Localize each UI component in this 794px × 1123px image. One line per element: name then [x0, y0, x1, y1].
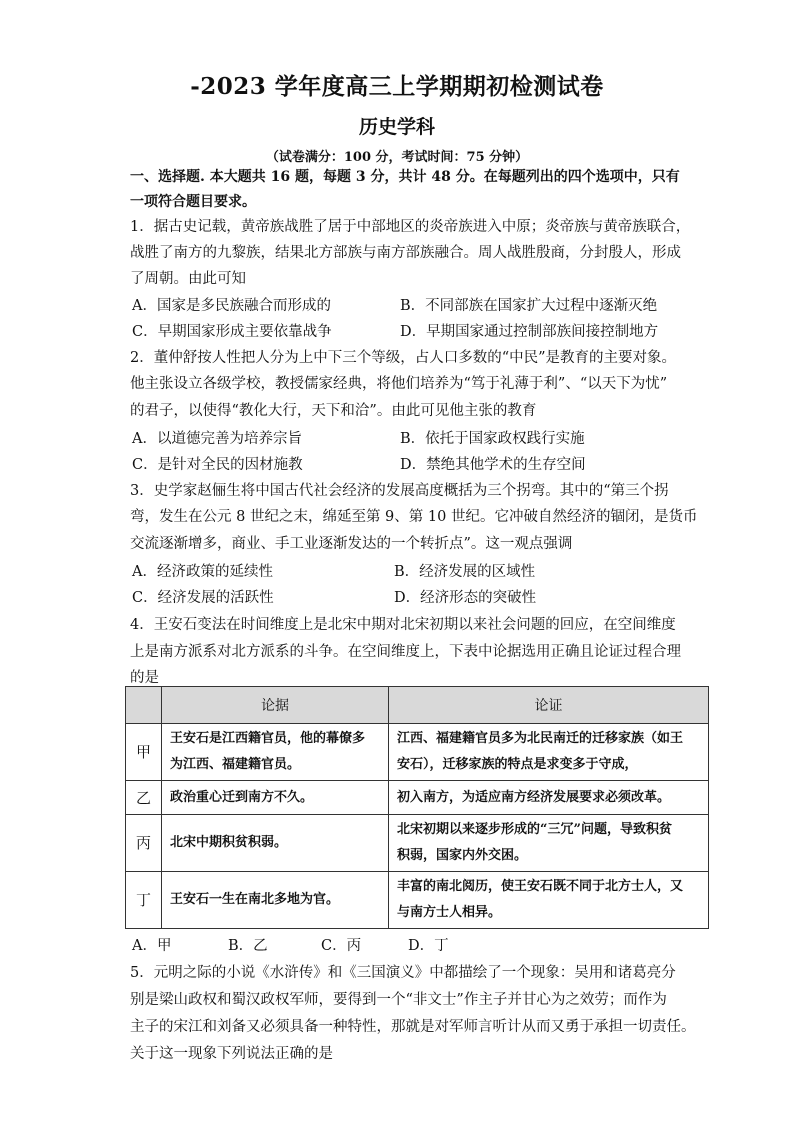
argument-line: 丰富的南北阅历，使王安石既不同于北方士人，又	[397, 879, 684, 894]
table-header-argument: 论证	[389, 687, 709, 724]
argument-line: 北宋初期以来逐步形成的“三冗”问题，导致积贫	[397, 822, 672, 837]
argument-cell	[389, 724, 709, 781]
q1-stem-line1: 1．据古史记载，黄帝族战胜了居于中部地区的炎帝族进入中原；炎帝族与黄帝族联合，	[130, 219, 691, 235]
evidence-line: 政治重心迁到南方不久。	[170, 789, 314, 805]
q4-option-c: C．丙	[321, 938, 362, 954]
evidence-line: 王安石是江西籍官员，他的幕僚多	[170, 731, 366, 746]
table-header-row	[126, 687, 709, 724]
q1-option-a: A．国家是多民族融合而形成的	[132, 298, 331, 314]
q3-option-b: B．经济发展的区域性	[394, 564, 536, 580]
evidence-cell	[162, 815, 389, 872]
table-header-evidence: 论据	[162, 687, 389, 724]
q4-stem-line1: 4．王安石变法在时间维度上是北宋中期对北宋初期以来社会问题的回应，在空间维度	[130, 617, 676, 633]
evidence-cell	[162, 872, 389, 929]
q5-stem-line4: 关于这一现象下列说法正确的是	[130, 1046, 333, 1062]
q4-stem-line3: 的是	[130, 670, 159, 686]
exam-info: （试卷满分：100 分，考试时间：75 分钟）	[265, 150, 529, 165]
q2-stem-line2: 他主张设立各级学校，教授儒家经典，将他们培养为“笃于礼薄于利”、“以天下为忧”	[130, 376, 668, 392]
q3-option-d: D．经济形态的突破性	[394, 590, 537, 606]
q1-option-c: C．早期国家形成主要依靠战争	[132, 324, 332, 340]
argument-line: 江西、福建籍官员多为北民南迁的迁移家族（如王	[397, 731, 684, 746]
evidence-cell	[162, 724, 389, 781]
q2-option-b: B．依托于国家政权践行实施	[400, 431, 585, 447]
argument-cell	[389, 872, 709, 929]
q3-stem-line2: 弯，发生在公元 8 世纪之末，绵延至第 9、第 10 世纪。它冲破自然经济的锢闭，是货币	[130, 509, 698, 525]
table-row	[126, 815, 709, 872]
table-row	[126, 724, 709, 781]
q3-option-a: A．经济政策的延续性	[132, 564, 273, 580]
q2-stem-line1: 2．董仲舒按人性把人分为上中下三个等级，占人口多数的“中民”是教育的主要对象。	[130, 350, 677, 366]
q4-table	[125, 686, 709, 929]
q1-stem-line3: 了周朝。由此可知	[130, 271, 246, 287]
q4-option-d: D．丁	[408, 938, 449, 954]
q2-option-d: D．禁绝其他学术的生存空间	[400, 457, 586, 473]
argument-line: 积弱，国家内外交困。	[397, 848, 528, 863]
row-mark: 丙	[126, 815, 162, 872]
table-row	[126, 781, 709, 815]
table-row	[126, 872, 709, 929]
page-title: -2023 学年度高三上学期期初检测试卷	[190, 73, 604, 100]
q2-option-a: A．以道德完善为培养宗旨	[132, 431, 302, 447]
q4-option-b: B．乙	[228, 938, 268, 954]
row-mark: 甲	[126, 724, 162, 781]
q1-stem-line2: 战胜了南方的九黎族，结果北方部族与南方部族融合。周人战胜殷商，分封殷人，形成	[130, 245, 681, 261]
q3-stem-line1: 3．史学家赵俪生将中国古代社会经济的发展高度概括为三个拐弯。其中的“第三个拐	[130, 483, 669, 499]
evidence-cell	[162, 781, 389, 815]
row-mark: 乙	[126, 781, 162, 815]
evidence-line: 北宋中期积贫积弱。	[170, 835, 288, 850]
q3-stem-line3: 交流逐渐增多，商业、手工业逐渐发达的一个转折点”。这一观点强调	[130, 536, 573, 552]
table-header-blank	[126, 687, 162, 724]
q2-stem-line3: 的君子，以使得“教化大行，天下和洽”。由此可见他主张的教育	[130, 403, 537, 419]
q4-option-a: A．甲	[132, 938, 172, 954]
argument-line: 初入南方，为适应南方经济发展要求必须改革。	[397, 789, 671, 805]
q1-option-d: D．早期国家通过控制部族间接控制地方	[400, 324, 659, 340]
q5-stem-line1: 5．元明之际的小说《水浒传》和《三国演义》中都描绘了一个现象：吴用和诸葛亮分	[130, 965, 676, 981]
evidence-line: 王安石一生在南北多地为官。	[170, 892, 340, 907]
section-heading-line2: 一项符合题目要求。	[130, 194, 256, 210]
argument-cell	[389, 815, 709, 872]
row-mark: 丁	[126, 872, 162, 929]
q5-stem-line2: 别是梁山政权和蜀汉政权军师，要得到一个“非文士”作主子并甘心为之效劳；而作为	[130, 992, 667, 1008]
q4-stem-line2: 上是南方派系对北方派系的斗争。在空间维度上，下表中论据选用正确且论证过程合理	[130, 644, 681, 660]
section-heading-line1: 一、选择题. 本大题共 16 题，每题 3 分，共计 48 分。在每题列出的四个选项中，只有	[130, 169, 680, 185]
argument-line: 与南方士人相异。	[397, 905, 502, 920]
evidence-line: 为江西、福建籍官员。	[170, 757, 301, 772]
q3-option-c: C．经济发展的活跃性	[132, 590, 274, 606]
q1-option-b: B．不同部族在国家扩大过程中逐渐灭绝	[400, 298, 658, 314]
q5-stem-line3: 主子的宋江和刘备又必须具备一种特性，那就是对军师言听计从而又勇于承担一切责任。	[130, 1019, 696, 1035]
subject-title: 历史学科	[358, 116, 435, 138]
argument-cell	[389, 781, 709, 815]
argument-line: 安石），迁移家族的特点是求变多于守成，	[397, 757, 638, 772]
q2-option-c: C．是针对全民的因材施教	[132, 457, 303, 473]
